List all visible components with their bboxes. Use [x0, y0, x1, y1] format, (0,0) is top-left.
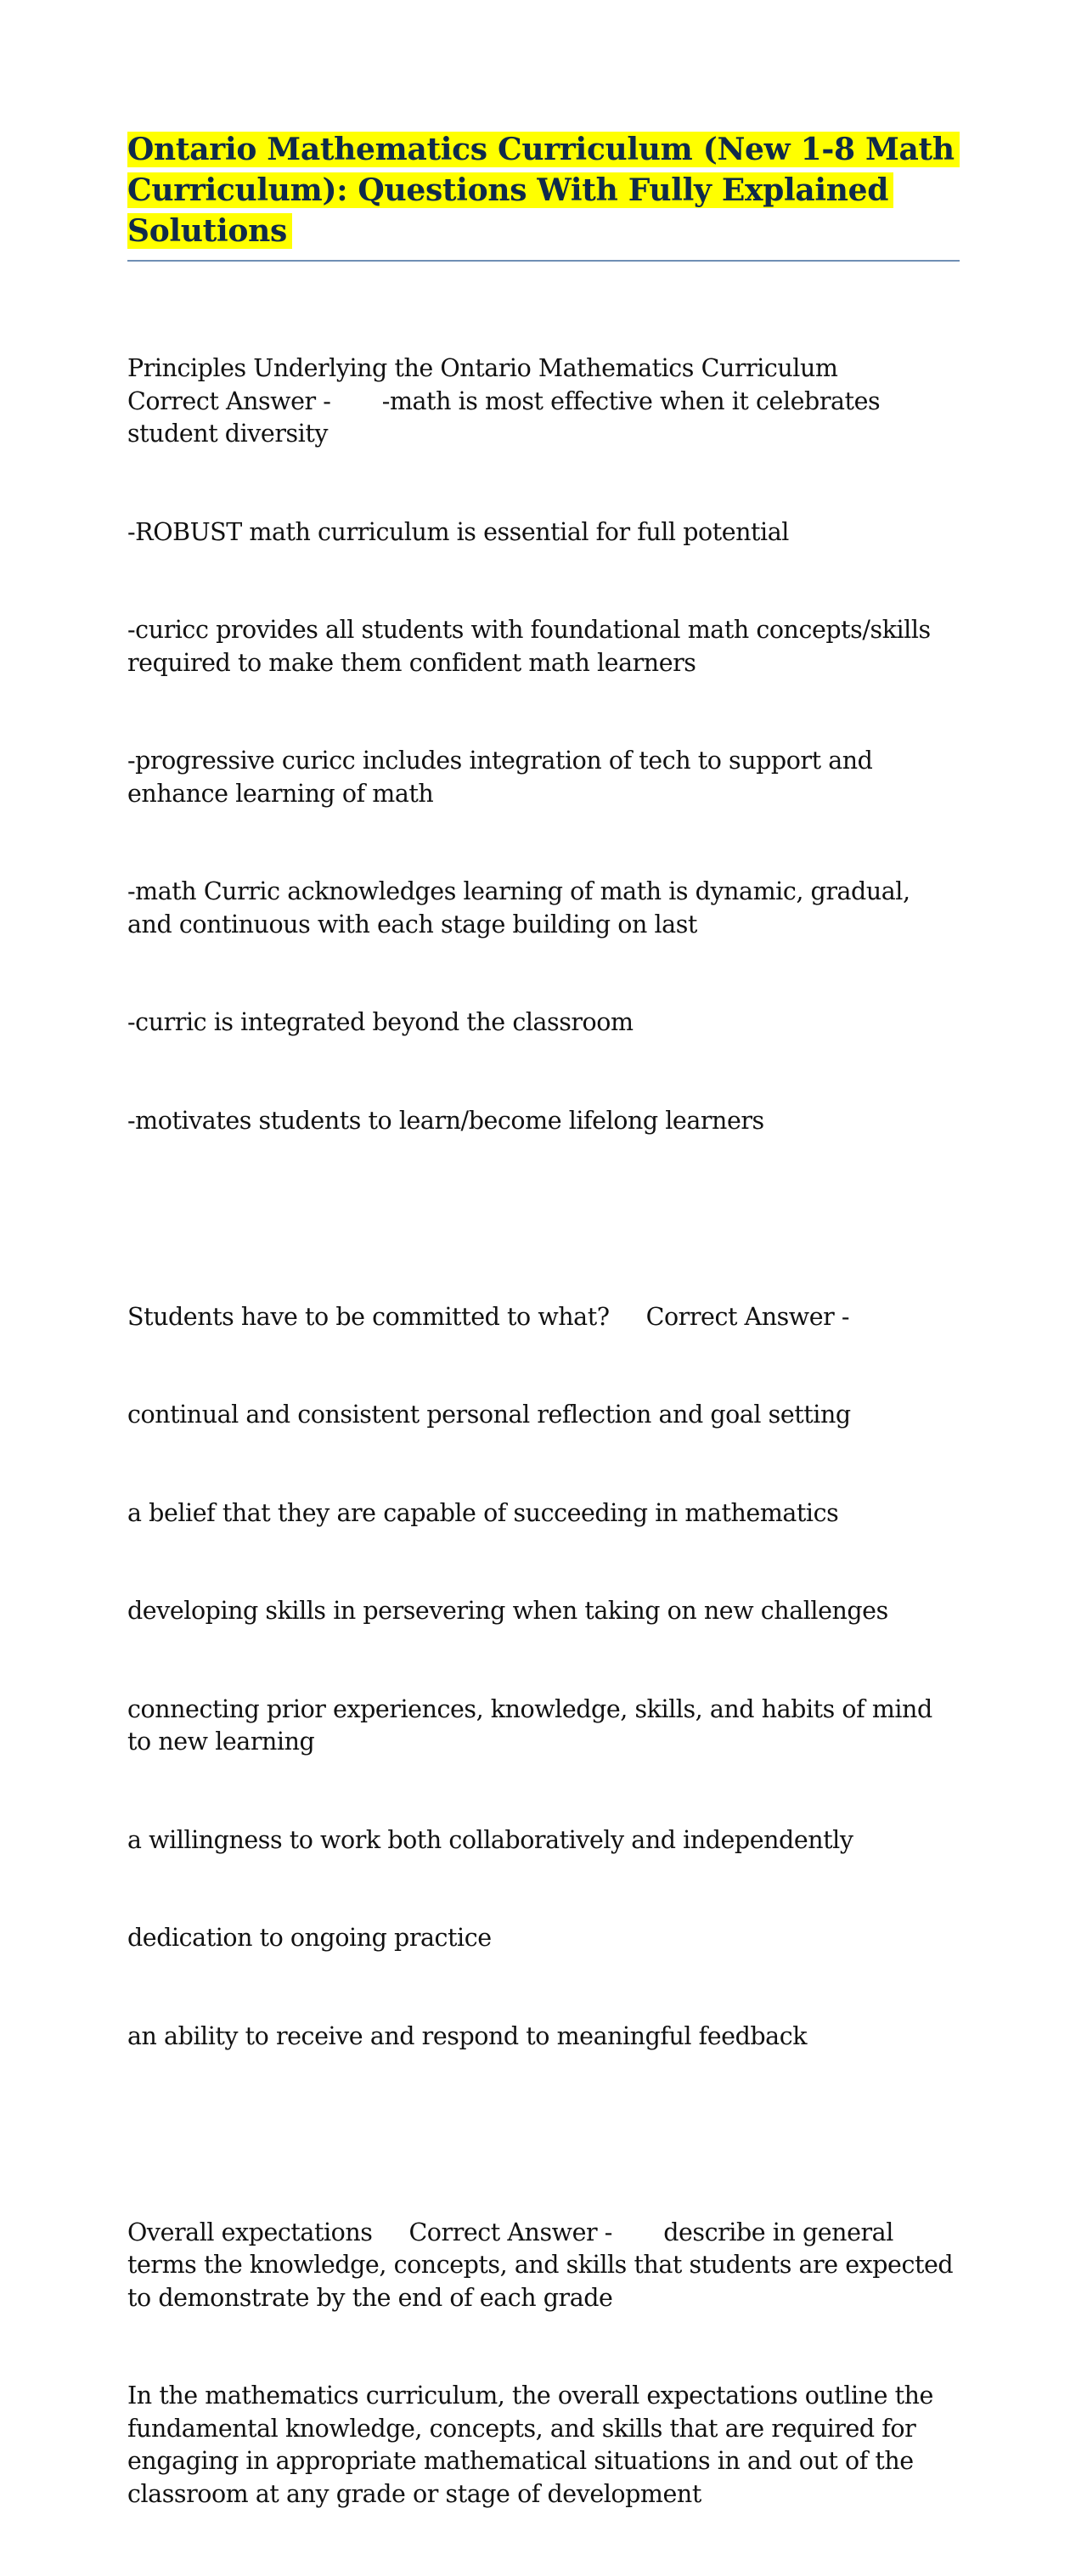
answer-line: In the mathematics curriculum, the overall expectations outline the fundamental knowledge, concepts, and skills that are required for engaging in appropriate mathematical situations in and out of the classroom at any grade or stage of development: [127, 2380, 960, 2511]
section-spacer: [127, 2118, 960, 2151]
answer-label: Correct Answer -: [408, 2218, 612, 2246]
answer-line: dedication to ongoing practice: [127, 1922, 960, 1955]
title-highlight: Ontario Mathematics Curriculum (New 1-8 Math Curriculum): Questions With Fully Explained Solutions: [127, 132, 960, 249]
answer-line: connecting prior experiences, knowledge, skills, and habits of mind to new learning: [127, 1694, 960, 1759]
answer-line: continual and consistent personal reflection and goal setting: [127, 1399, 960, 1432]
answer-line: a willingness to work both collaboratively and independently: [127, 1824, 960, 1857]
answer-line: -math is most effective when it celebrates student diversity: [127, 387, 887, 448]
answer-line: an ability to receive and respond to meaningful feedback: [127, 2021, 960, 2054]
question-text: Principles Underlying the Ontario Mathematics Curriculum: [127, 354, 837, 382]
answer-line: -curric is integrated beyond the classroom: [127, 1006, 960, 1040]
answer-line: -math Curric acknowledges learning of math is dynamic, gradual, and continuous with each stage building on last: [127, 876, 960, 941]
qa-section-overall-expectations: [127, 2151, 960, 2576]
title-divider: [127, 260, 960, 262]
qa-first-line: [127, 352, 960, 451]
document-title: [127, 129, 960, 251]
question-text: Overall expectations: [127, 2218, 372, 2246]
qa-section-commitment: [127, 1236, 960, 2119]
qa-section-principles: [127, 287, 960, 1203]
document-page: [127, 129, 960, 2576]
question-text: Students have to be committed to what?: [127, 1303, 610, 1331]
section-spacer: [127, 1203, 960, 1236]
answer-line: -ROBUST math curriculum is essential for full potential: [127, 516, 960, 550]
answer-line: -progressive curicc includes integration of tech to support and enhance learning of math: [127, 745, 960, 810]
answer-line: developing skills in persevering when taking on new challenges: [127, 1595, 960, 1628]
qa-first-line: [127, 1301, 960, 1334]
answer-label: Correct Answer -: [127, 387, 331, 415]
answer-line: -motivates students to learn/become lifelong learners: [127, 1105, 960, 1138]
answer-line: -curicc provides all students with foundational math concepts/skills required to make them confident math learners: [127, 614, 960, 679]
answer-line: a belief that they are capable of succeeding in mathematics: [127, 1497, 960, 1530]
answer-label: Correct Answer -: [646, 1303, 850, 1331]
qa-first-line: [127, 2217, 960, 2315]
answer-line: describe in general terms the knowledge, concepts, and skills that students are expected to demonstrate by the end of each grade: [127, 2218, 960, 2312]
